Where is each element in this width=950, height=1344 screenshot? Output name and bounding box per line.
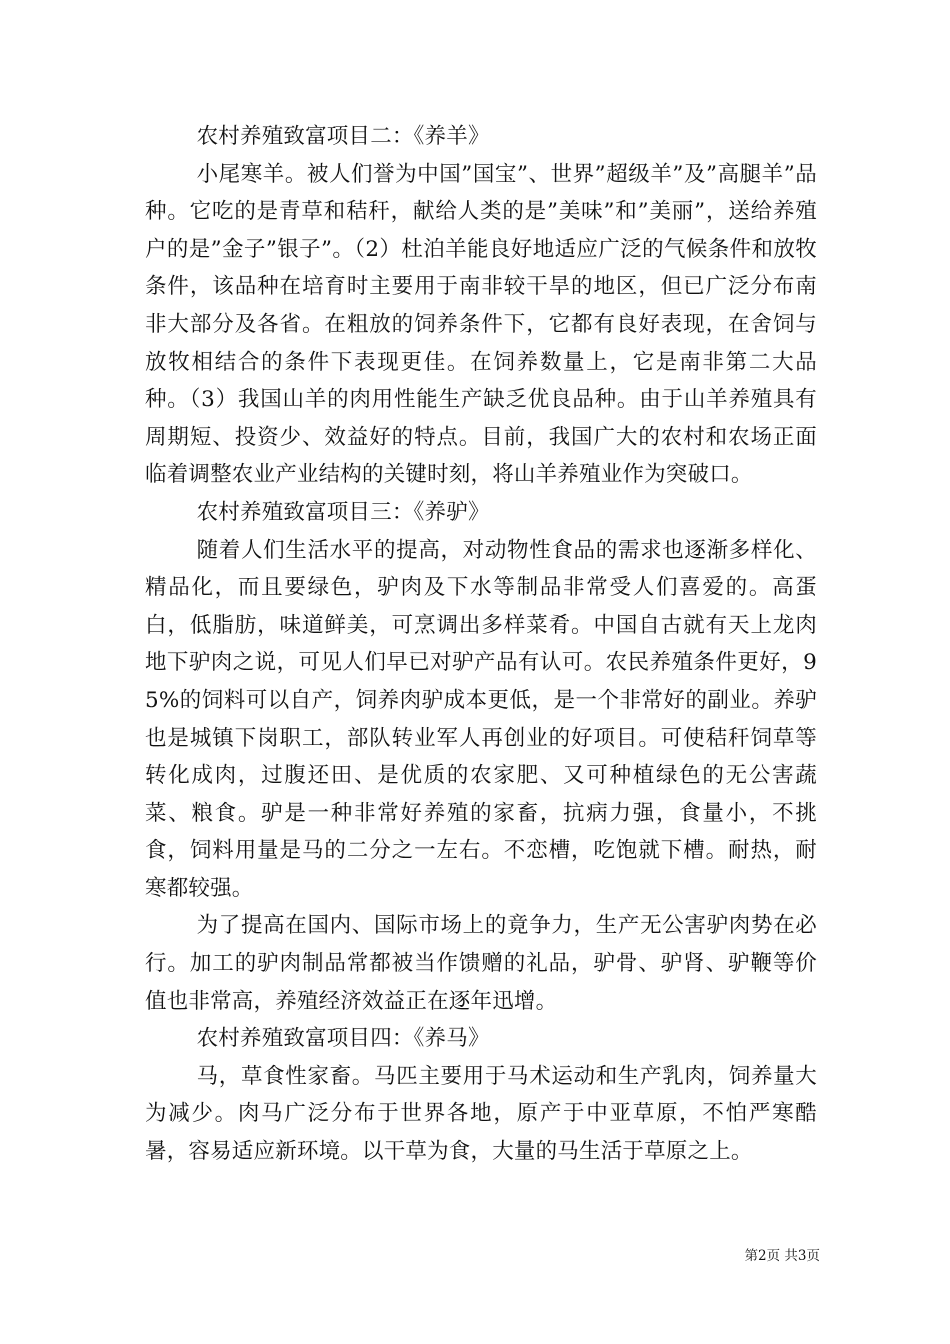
paragraph-horse: 马，草食性家畜。马匹主要用于马术运动和生产乳肉，饲养量大为减少。肉马广泛分布于世界各地，原产于中亚草原，不怕严寒酷暑，容易适应新环境。以干草为食，大量的马生活于草原之上。 [145, 1063, 817, 1165]
paragraph-sheep: 小尾寒羊。被人们誉为中国”国宝”、世界”超级羊”及”高腿羊”品种。它吃的是青草和秸秆，献给人类的是”美味”和”美丽”，送给养殖户的是”金子”银子”。（2）杜泊羊能良好地适应广泛的气候条件和放牧条件，该品种在培育时主要用于南非较干旱的地区，但已广泛分布南非大部分及各省。在粗放的饲养条件下，它都有良好表现，在舍饲与放牧相结合的条件下表现更佳。在饲养数量上，它是南非第二大品种。（3）我国山羊的肉用性能生产缺乏优良品种。由于山羊养殖具有周期短、投资少、效益好的特点。目前，我国广大的农村和农场正面临着调整农业产业结构的关键时刻，将山羊养殖业作为突破口。 [145, 161, 817, 488]
section-heading-horse: 农村养殖致富项目四：《养马》 [196, 1026, 490, 1052]
section-heading-sheep: 农村养殖致富项目二：《养羊》 [196, 124, 490, 149]
paragraph-donkey-2: 为了提高在国内、国际市场上的竟争力，生产无公害驴肉势在必行。加工的驴肉制品常都被当作馈赠的礼品，驴骨、驴肾、驴鞭等价值也非常高，养殖经济效益正在逐年迅增。 [145, 913, 817, 1014]
document-body [145, 118, 817, 1171]
section-heading-donkey: 农村养殖致富项目三：《养驴》 [196, 499, 490, 525]
page-number-footer: 第2页 共3页 [744, 1248, 820, 1264]
paragraph-donkey-1: 随着人们生活水平的提高，对动物性食品的需求也逐渐多样化、精品化，而且要绿色，驴肉及下水等制品非常受人们喜爱的。高蛋白，低脂肪，味道鲜美，可烹调出多样菜肴。中国自古就有天上龙肉地下驴肉之说，可见人们早已对驴产品有认可。农民养殖条件更好，95%的饲料可以自产，饲养肉驴成本更低，是一个非常好的副业。养驴也是城镇下岗职工，部队转业军人再创业的好项目。可使秸秆饲草等转化成肉，过腹还田、是优质的农家肥、又可种植绿色的无公害蔬菜、粮食。驴是一种非常好养殖的家畜，抗病力强，食量小，不挑食，饲料用量是马的二分之一左右。不恋槽，吃饱就下槽。耐热，耐寒都较强。 [145, 537, 817, 901]
